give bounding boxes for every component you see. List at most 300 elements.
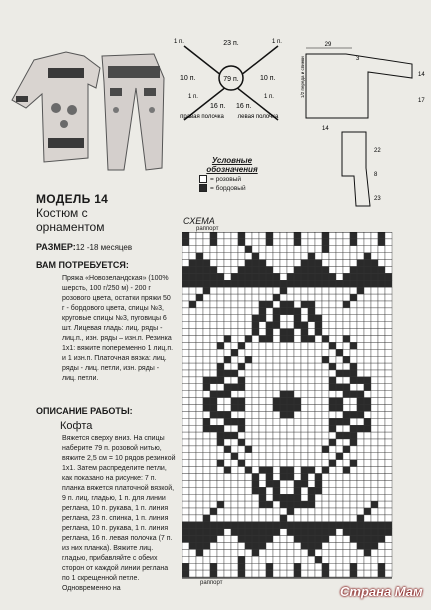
chart-cell [301, 336, 308, 343]
chart-cell [252, 315, 259, 322]
chart-cell [273, 432, 280, 439]
chart-cell [238, 349, 245, 356]
chart-cell [280, 494, 287, 501]
chart-cell [252, 508, 259, 515]
chart-cell [287, 508, 294, 515]
chart-cell [371, 356, 378, 363]
chart-cell [336, 522, 343, 529]
chart-cell [287, 336, 294, 343]
chart-cell [280, 556, 287, 563]
chart-cell [385, 398, 392, 405]
chart-cell [294, 453, 301, 460]
chart-cell [252, 342, 259, 349]
chart-cell [322, 239, 329, 246]
chart-cell [238, 342, 245, 349]
chart-cell [308, 501, 315, 508]
chart-cell [266, 301, 273, 308]
chart-cell [329, 529, 336, 536]
chart-cell [189, 467, 196, 474]
chart-cell [182, 487, 189, 494]
chart-cell [203, 522, 210, 529]
chart-cell [350, 370, 357, 377]
chart-cell [315, 563, 322, 570]
chart-cell [245, 446, 252, 453]
chart-cell [357, 273, 364, 280]
chart-cell [280, 446, 287, 453]
chart-cell [231, 246, 238, 253]
chart-cell [378, 453, 385, 460]
chart-cell [259, 556, 266, 563]
chart-cell [371, 253, 378, 260]
chart-cell [224, 377, 231, 384]
chart-cell [378, 556, 385, 563]
chart-cell [259, 549, 266, 556]
chart-cell [364, 549, 371, 556]
chart-cell [364, 480, 371, 487]
chart-cell [182, 370, 189, 377]
chart-cell [252, 480, 259, 487]
chart-cell [266, 405, 273, 412]
chart-cell [238, 273, 245, 280]
chart-cell [259, 267, 266, 274]
legend-item-burgundy [199, 184, 268, 192]
chart-cell [189, 273, 196, 280]
chart-cell [371, 570, 378, 577]
chart-cell [301, 391, 308, 398]
chart-cell [308, 239, 315, 246]
chart-cell [364, 315, 371, 322]
chart-cell [245, 356, 252, 363]
chart-cell [371, 308, 378, 315]
chart-cell [294, 515, 301, 522]
chart-cell [301, 301, 308, 308]
chart-cell [273, 377, 280, 384]
chart-cell [210, 391, 217, 398]
chart-cell [259, 391, 266, 398]
chart-cell [322, 480, 329, 487]
chart-cell [266, 515, 273, 522]
chart-cell [245, 308, 252, 315]
chart-cell [210, 308, 217, 315]
chart-cell [329, 349, 336, 356]
chart-cell [266, 363, 273, 370]
chart-cell [287, 342, 294, 349]
chart-cell [259, 536, 266, 543]
chart-cell [385, 556, 392, 563]
chart-cell [343, 405, 350, 412]
chart-cell [196, 474, 203, 481]
chart-cell [301, 232, 308, 239]
chart-cell [371, 515, 378, 522]
chart-cell [280, 322, 287, 329]
chart-cell [252, 460, 259, 467]
chart-cell [203, 411, 210, 418]
chart-cell [245, 487, 252, 494]
chart-cell [273, 342, 280, 349]
chart-cell [378, 356, 385, 363]
chart-cell [280, 549, 287, 556]
chart-cell [203, 439, 210, 446]
chart-cell [322, 377, 329, 384]
chart-cell [287, 377, 294, 384]
chart-cell [196, 453, 203, 460]
chart-cell [224, 570, 231, 577]
label-one-bl: 1 п. [188, 94, 198, 100]
chart-cell [210, 253, 217, 260]
chart-cell [259, 446, 266, 453]
chart-cell [280, 425, 287, 432]
chart-cell [371, 301, 378, 308]
label-right: 10 п. [260, 75, 276, 82]
chart-cell [189, 370, 196, 377]
chart-cell [329, 432, 336, 439]
chart-cell [357, 287, 364, 294]
chart-cell [189, 515, 196, 522]
chart-cell [231, 515, 238, 522]
chart-cell [315, 522, 322, 529]
chart-cell [301, 377, 308, 384]
chart-cell [357, 308, 364, 315]
chart-cell [301, 543, 308, 550]
chart-cell [350, 508, 357, 515]
chart-cell [294, 556, 301, 563]
chart-cell [357, 556, 364, 563]
chart-cell [322, 267, 329, 274]
chart-cell [189, 543, 196, 550]
chart-cell [371, 336, 378, 343]
chart-cell [210, 570, 217, 577]
chart-cell [210, 536, 217, 543]
chart-cell [301, 494, 308, 501]
chart-cell [252, 570, 259, 577]
chart-cell [182, 253, 189, 260]
chart-cell [189, 425, 196, 432]
chart-cell [238, 356, 245, 363]
chart-cell [189, 322, 196, 329]
chart-cell [315, 411, 322, 418]
dim-17: 17 [418, 98, 425, 104]
chart-cell [196, 494, 203, 501]
chart-cell [280, 543, 287, 550]
chart-cell [301, 508, 308, 515]
chart-cell [196, 398, 203, 405]
chart-cell [301, 287, 308, 294]
chart-cell [259, 460, 266, 467]
chart-cell [357, 411, 364, 418]
chart-cell [357, 480, 364, 487]
chart-cell [266, 432, 273, 439]
chart-cell [308, 570, 315, 577]
chart-cell [364, 232, 371, 239]
chart-cell [357, 384, 364, 391]
chart-cell [231, 273, 238, 280]
chart-cell [329, 301, 336, 308]
chart-cell [210, 260, 217, 267]
chart-cell [364, 349, 371, 356]
chart-cell [336, 301, 343, 308]
chart-cell [245, 377, 252, 384]
chart-cell [231, 232, 238, 239]
chart-cell [182, 246, 189, 253]
chart-cell [210, 246, 217, 253]
chart-cell [280, 508, 287, 515]
chart-cell [182, 342, 189, 349]
chart-cell [273, 487, 280, 494]
chart-cell [224, 384, 231, 391]
chart-cell [196, 487, 203, 494]
chart-cell [189, 356, 196, 363]
size-label: РАЗМЕР: [36, 242, 76, 252]
chart-cell [301, 294, 308, 301]
chart-cell [196, 570, 203, 577]
chart-cell [217, 522, 224, 529]
chart-cell [294, 356, 301, 363]
chart-cell [336, 536, 343, 543]
chart-cell [259, 273, 266, 280]
chart-cell [203, 474, 210, 481]
chart-cell [308, 453, 315, 460]
chart-cell [182, 439, 189, 446]
chart-cell [378, 543, 385, 550]
chart-cell [294, 273, 301, 280]
chart-cell [322, 280, 329, 287]
chart-cell [329, 536, 336, 543]
chart-cell [294, 342, 301, 349]
chart-cell [357, 246, 364, 253]
chart-cell [238, 267, 245, 274]
chart-cell [371, 467, 378, 474]
chart-cell [245, 294, 252, 301]
chart-cell [343, 294, 350, 301]
chart-cell [217, 508, 224, 515]
chart-cell [273, 529, 280, 536]
chart-cell [350, 432, 357, 439]
chart-cell [259, 405, 266, 412]
chart-cell [203, 494, 210, 501]
chart-cell [350, 356, 357, 363]
chart-cell [301, 501, 308, 508]
chart-cell [238, 301, 245, 308]
chart-cell [210, 273, 217, 280]
chart-cell [301, 529, 308, 536]
chart-cell [238, 467, 245, 474]
chart-cell [343, 529, 350, 536]
chart-cell [280, 280, 287, 287]
chart-cell [378, 377, 385, 384]
chart-cell [280, 529, 287, 536]
chart-cell [343, 418, 350, 425]
chart-cell [210, 315, 217, 322]
chart-cell [182, 556, 189, 563]
chart-cell [343, 287, 350, 294]
chart-cell [357, 487, 364, 494]
chart-cell [280, 253, 287, 260]
chart-cell [378, 336, 385, 343]
chart-cell [252, 543, 259, 550]
chart-cell [336, 467, 343, 474]
chart-cell [322, 425, 329, 432]
chart-cell [364, 322, 371, 329]
chart-cell [336, 480, 343, 487]
chart-cell [315, 322, 322, 329]
chart-cell [224, 487, 231, 494]
chart-cell [343, 543, 350, 550]
chart-cell [294, 391, 301, 398]
chart-cell [273, 460, 280, 467]
chart-cell [196, 480, 203, 487]
chart-cell [224, 418, 231, 425]
chart-cell [315, 501, 322, 508]
chart-cell [252, 425, 259, 432]
chart-cell [308, 349, 315, 356]
chart-cell [231, 570, 238, 577]
chart-cell [378, 522, 385, 529]
chart-cell [245, 508, 252, 515]
chart-cell [196, 363, 203, 370]
chart-cell [217, 239, 224, 246]
chart-cell [245, 273, 252, 280]
chart-cell [287, 308, 294, 315]
chart-cell [266, 480, 273, 487]
chart-cell [378, 391, 385, 398]
chart-cell [266, 501, 273, 508]
chart-cell [203, 460, 210, 467]
chart-cell [357, 280, 364, 287]
chart-cell [252, 494, 259, 501]
chart-cell [217, 480, 224, 487]
chart-cell [266, 446, 273, 453]
chart-cell [217, 349, 224, 356]
chart-cell [357, 391, 364, 398]
chart-cell [322, 529, 329, 536]
chart-cell [357, 405, 364, 412]
chart-cell [329, 522, 336, 529]
chart-cell [266, 508, 273, 515]
chart-cell [343, 467, 350, 474]
chart-cell [329, 246, 336, 253]
label-one-tr: 1 п. [272, 39, 282, 45]
chart-cell [217, 529, 224, 536]
chart-cell [266, 336, 273, 343]
chart-cell [371, 549, 378, 556]
chart-cell [182, 315, 189, 322]
chart-cell [343, 377, 350, 384]
chart-cell [308, 508, 315, 515]
chart-cell [343, 494, 350, 501]
chart-cell [210, 322, 217, 329]
chart-cell [238, 239, 245, 246]
chart-cell [217, 287, 224, 294]
chart-cell [350, 494, 357, 501]
chart-cell [357, 370, 364, 377]
chart-cell [182, 356, 189, 363]
chart-cell [189, 405, 196, 412]
chart-cell [189, 522, 196, 529]
chart-cell [336, 260, 343, 267]
chart-cell [315, 460, 322, 467]
chart-cell [182, 536, 189, 543]
chart-cell [266, 522, 273, 529]
chart-cell [196, 315, 203, 322]
chart-cell [336, 253, 343, 260]
chart-cell [294, 329, 301, 336]
dim-w14: 14 [322, 126, 329, 132]
chart-cell [371, 536, 378, 543]
chart-cell [196, 460, 203, 467]
chart-cell [217, 356, 224, 363]
chart-cell [287, 494, 294, 501]
chart-cell [252, 536, 259, 543]
chart-cell [196, 446, 203, 453]
chart-cell [259, 301, 266, 308]
chart-cell [217, 460, 224, 467]
chart-cell [287, 239, 294, 246]
chart-cell [287, 529, 294, 536]
chart-cell [252, 515, 259, 522]
chart-cell [259, 370, 266, 377]
chart-cell [210, 377, 217, 384]
chart-cell [182, 280, 189, 287]
chart-cell [378, 405, 385, 412]
chart-cell [287, 543, 294, 550]
chart-cell [189, 267, 196, 274]
chart-cell [266, 487, 273, 494]
chart-cell [385, 308, 392, 315]
chart-cell [203, 342, 210, 349]
chart-cell [224, 439, 231, 446]
chart-cell [245, 515, 252, 522]
chart-cell [273, 232, 280, 239]
chart-cell [266, 370, 273, 377]
chart-cell [322, 418, 329, 425]
chart-cell [294, 232, 301, 239]
chart-cell [189, 460, 196, 467]
chart-cell [294, 494, 301, 501]
chart-cell [196, 522, 203, 529]
chart-cell [357, 425, 364, 432]
chart-cell [336, 322, 343, 329]
chart-cell [364, 467, 371, 474]
chart-cell [308, 487, 315, 494]
chart-cell [203, 315, 210, 322]
chart-cell [273, 260, 280, 267]
chart-cell [322, 453, 329, 460]
chart-cell [315, 487, 322, 494]
chart-cell [357, 232, 364, 239]
chart-cell [224, 522, 231, 529]
chart-cell [245, 432, 252, 439]
chart-cell [364, 398, 371, 405]
chart-cell [238, 439, 245, 446]
chart-cell [259, 377, 266, 384]
chart-cell [357, 349, 364, 356]
chart-cell [385, 480, 392, 487]
chart-cell [322, 398, 329, 405]
chart-cell [231, 267, 238, 274]
chart-cell [189, 329, 196, 336]
chart-cell [301, 460, 308, 467]
chart-cell [287, 329, 294, 336]
chart-cell [280, 411, 287, 418]
chart-cell [308, 336, 315, 343]
chart-cell [343, 356, 350, 363]
chart-cell [224, 432, 231, 439]
chart-cell [224, 322, 231, 329]
chart-cell [343, 336, 350, 343]
chart-cell [259, 563, 266, 570]
pink-swatch [199, 175, 207, 183]
kofta-heading: Кофта [60, 420, 93, 432]
